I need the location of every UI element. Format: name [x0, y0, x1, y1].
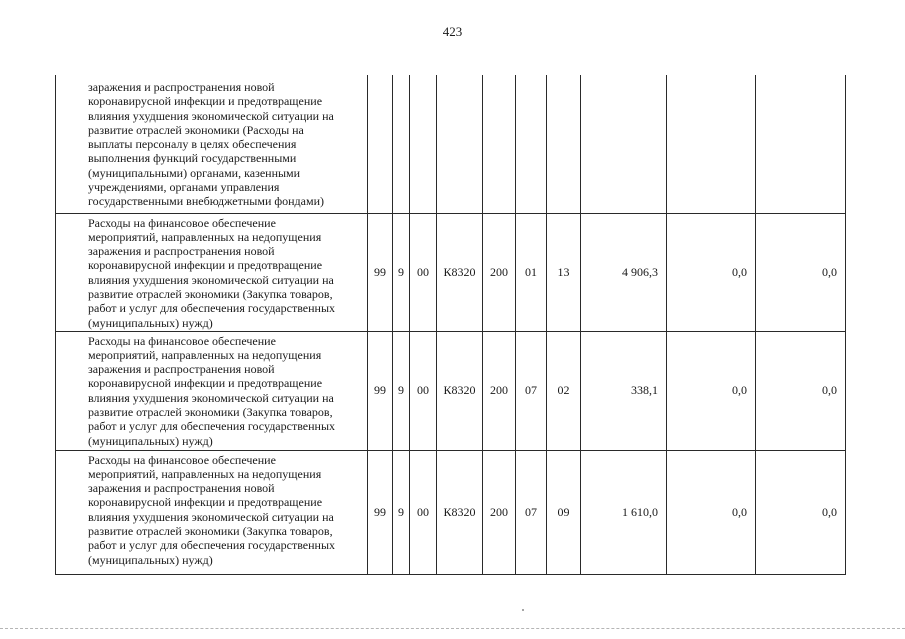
cell-amount-2: 0,0 [667, 450, 756, 574]
cell-subsection: 02 [547, 331, 581, 450]
table-row [56, 213, 846, 331]
cell-section: 01 [516, 213, 547, 331]
cell-description: заражения и распространения новой коронавирусной инфекции и предотвращение влияния ухудшения экономической ситуации на развитие отраслей экономики (Расходы на выплаты персоналу в целях обеспечения выполнения функций государственными (муниципальными) органами, казенными учреждениями, органами управления государственными внебюджетными фондами) [56, 75, 368, 213]
cell-amount-1: 1 610,0 [581, 450, 667, 574]
cell-amount-2: 0,0 [667, 331, 756, 450]
cell-description: Расходы на финансовое обеспечение мероприятий, направленных на недопущения заражения и распространения новой коронавирусной инфекции и предотвращение влияния ухудшения экономической ситуации на развитие отраслей экономики (Закупка товаров, работ и услуг для обеспечения государственных (муниципальных) нужд) [56, 213, 368, 331]
page-number: 423 [442, 24, 463, 39]
cell-amount-3: 0,0 [756, 331, 846, 450]
cell-group: 00 [410, 331, 437, 450]
scan-speck [522, 609, 524, 611]
cell-amount-2 [667, 75, 756, 213]
cell-subsection [547, 75, 581, 213]
cell-program: 99 [368, 450, 393, 574]
cell-subsection: 13 [547, 213, 581, 331]
cell-description: Расходы на финансовое обеспечение мероприятий, направленных на недопущения заражения и распространения новой коронавирусной инфекции и предотвращение влияния ухудшения экономической ситуации на развитие отраслей экономики (Закупка товаров, работ и услуг для обеспечения государственных (муниципальных) нужд) [56, 450, 368, 574]
cell-expense-type [483, 75, 516, 213]
cell-target: К8320 [437, 331, 483, 450]
cell-program: 99 [368, 331, 393, 450]
table-row [56, 331, 846, 450]
cell-section [516, 75, 547, 213]
cell-amount-3: 0,0 [756, 450, 846, 574]
cell-expense-type: 200 [483, 450, 516, 574]
cell-program: 99 [368, 213, 393, 331]
cell-section: 07 [516, 450, 547, 574]
table-row [56, 450, 846, 574]
cell-amount-1 [581, 75, 667, 213]
cell-target: К8320 [437, 450, 483, 574]
cell-subprogram: 9 [393, 331, 410, 450]
cell-description: Расходы на финансовое обеспечение мероприятий, направленных на недопущения заражения и распространения новой коронавирусной инфекции и предотвращение влияния ухудшения экономической ситуации на развитие отраслей экономики (Закупка товаров, работ и услуг для обеспечения государственных (муниципальных) нужд) [56, 331, 368, 450]
cell-target: К8320 [437, 213, 483, 331]
cell-amount-2: 0,0 [667, 213, 756, 331]
cell-subprogram: 9 [393, 450, 410, 574]
cell-amount-1: 338,1 [581, 331, 667, 450]
cell-target [437, 75, 483, 213]
cell-amount-1: 4 906,3 [581, 213, 667, 331]
cell-expense-type: 200 [483, 213, 516, 331]
cell-group: 00 [410, 213, 437, 331]
cell-subprogram: 9 [393, 213, 410, 331]
table-row [56, 75, 846, 213]
cell-group: 00 [410, 450, 437, 574]
table-body [56, 75, 846, 574]
cell-subprogram [393, 75, 410, 213]
cell-section: 07 [516, 331, 547, 450]
budget-table [55, 75, 846, 575]
cell-amount-3 [756, 75, 846, 213]
cell-group [410, 75, 437, 213]
page-bottom-rule [0, 628, 905, 629]
cell-subsection: 09 [547, 450, 581, 574]
cell-amount-3: 0,0 [756, 213, 846, 331]
cell-expense-type: 200 [483, 331, 516, 450]
cell-program [368, 75, 393, 213]
